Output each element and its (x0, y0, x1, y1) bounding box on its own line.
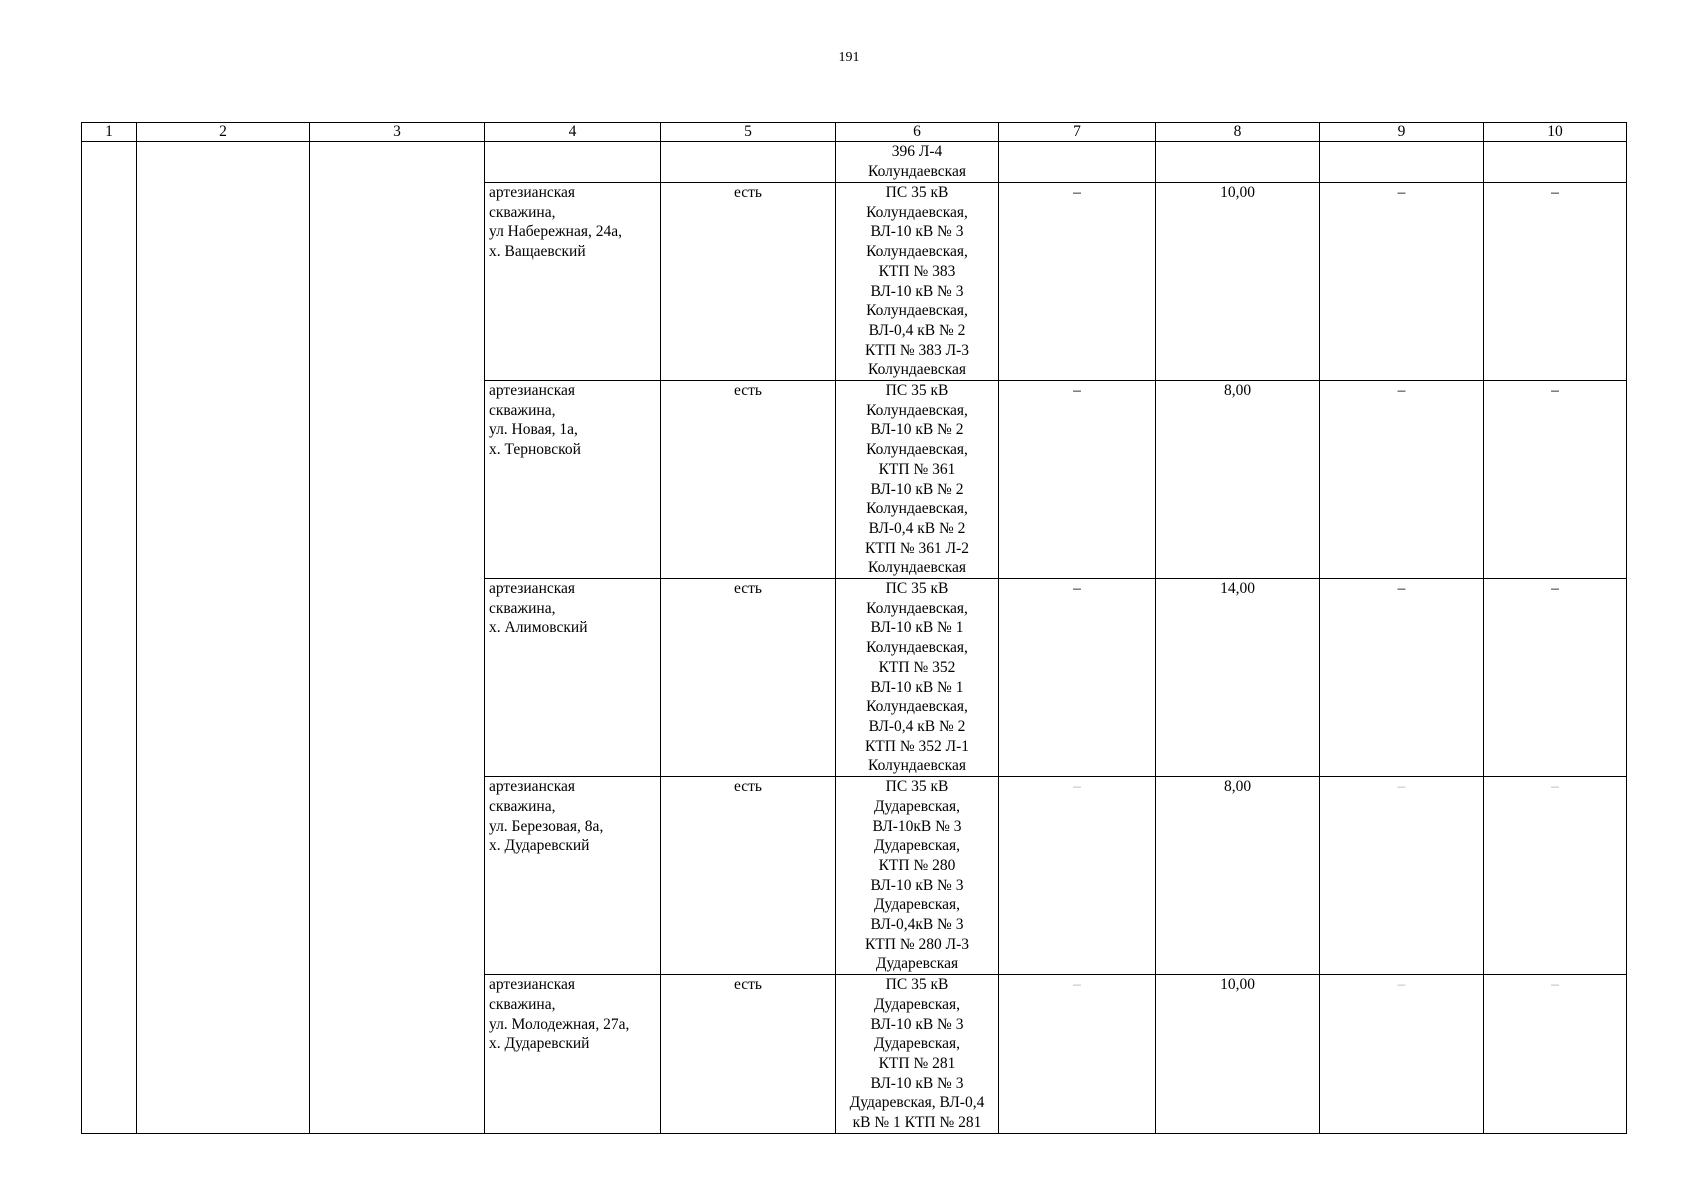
cell-col9: – (1320, 777, 1484, 975)
cell-power-source (836, 381, 999, 579)
text-line: ВЛ-10 кВ № 3 (870, 876, 964, 894)
column-header: 9 (1320, 123, 1484, 142)
text-line: ВЛ-10 кВ № 1 (870, 678, 964, 696)
cell-availability: есть (661, 381, 836, 579)
text-line: КТП № 281 (878, 1054, 956, 1072)
cell-col7: – (999, 381, 1156, 579)
merged-cell-col2 (137, 142, 310, 1134)
column-header: 2 (137, 123, 310, 142)
text-line: скважина, (489, 203, 556, 221)
text-line: ВЛ-0,4кВ № 3 (870, 916, 964, 934)
text-line: ул. Березовая, 8а, (489, 817, 604, 835)
cell-col10: – (1484, 777, 1627, 975)
cell-col8: 10,00 (1156, 975, 1320, 1134)
text-line: скважина, (489, 599, 556, 617)
text-line: Колундаевская, (866, 302, 968, 320)
text-line: артезианская (489, 976, 576, 994)
text-line: КТП № 361 (878, 460, 956, 478)
text-line: ПС 35 кВ (885, 976, 949, 994)
cell-col7: – (999, 975, 1156, 1134)
text-line: Колундаевская, (866, 599, 968, 617)
text-line: артезианская (489, 382, 576, 400)
cell-col10: – (1484, 381, 1627, 579)
text-line: ВЛ-0,4 кВ № 2 (868, 321, 966, 339)
text-line: Колундаевская, (866, 441, 968, 459)
text-line: ПС 35 кВ (885, 382, 949, 400)
cell-availability: есть (661, 183, 836, 381)
text-line: ВЛ-0,4 кВ № 2 (868, 717, 966, 735)
column-header: 4 (485, 123, 661, 142)
text-line: ПС 35 кВ (885, 184, 949, 201)
text-line: Колундаевская, (866, 203, 968, 221)
cell-object (485, 142, 661, 183)
text-line: х. Алимовский (489, 619, 588, 637)
text-line: х. Терновской (489, 441, 581, 459)
column-header: 5 (661, 123, 836, 142)
cell-power-source (836, 183, 999, 381)
text-line: скважина, (489, 797, 556, 815)
text-line: Колундаевская (868, 361, 966, 379)
cell-power-source (836, 777, 999, 975)
text-line: КТП № 352 (878, 658, 956, 676)
table-row (82, 142, 1627, 183)
text-line: Колундаевская, (866, 639, 968, 657)
text-line: Колундаевская, (866, 401, 968, 419)
text-line: ВЛ-0,4 кВ № 2 (868, 519, 966, 537)
column-header: 8 (1156, 123, 1320, 142)
text-line: скважина, (489, 995, 556, 1013)
cell-object (485, 777, 661, 975)
cell-col9: – (1320, 975, 1484, 1134)
text-line: артезианская (489, 184, 576, 201)
text-line: Колундаевская, (866, 698, 968, 716)
cell-col9: – (1320, 579, 1484, 777)
cell-col10: – (1484, 183, 1627, 381)
cell-object (485, 183, 661, 381)
text-line: ВЛ-10 кВ № 3 (870, 223, 964, 241)
page-number: 191 (838, 50, 860, 65)
cell-col7 (999, 142, 1156, 183)
text-line: Колундаевская (868, 559, 966, 577)
cell-col9 (1320, 142, 1484, 183)
text-line: КТП № 352 Л-1 (864, 737, 970, 755)
text-line: КТП № 280 Л-3 (864, 935, 970, 953)
column-header: 7 (999, 123, 1156, 142)
text-line: ПС 35 кВ (885, 778, 949, 796)
cell-col9: – (1320, 183, 1484, 381)
text-line: Колундаевская, (866, 243, 968, 261)
text-line: ВЛ-10кВ № 3 (872, 817, 962, 835)
cell-availability (661, 142, 836, 183)
text-line: КТП № 383 (878, 262, 956, 280)
text-line: ВЛ-10 кВ № 3 (870, 1015, 964, 1033)
cell-col10: – (1484, 579, 1627, 777)
text-line: Дударевская (875, 955, 959, 973)
data-table (81, 122, 1627, 1134)
text-line: х. Ващаевский (489, 243, 586, 261)
text-line: ул. Молодежная, 27а, (489, 1015, 630, 1033)
cell-object (485, 579, 661, 777)
cell-power-source (836, 579, 999, 777)
cell-col8: 10,00 (1156, 183, 1320, 381)
cell-object (485, 975, 661, 1134)
column-header: 6 (836, 123, 999, 142)
text-line: Дударевская, ВЛ-0,4 (849, 1094, 985, 1112)
text-line: Дударевская, (873, 797, 961, 815)
text-line: х. Дударевский (489, 837, 590, 855)
text-line: КТП № 361 Л-2 (864, 539, 970, 557)
cell-col8: 14,00 (1156, 579, 1320, 777)
text-line: ул Набережная, 24а, (489, 223, 622, 241)
cell-col8: 8,00 (1156, 777, 1320, 975)
text-line: КТП № 383 Л-3 (864, 341, 970, 359)
merged-cell-col1 (82, 142, 137, 1134)
cell-power-source (836, 142, 999, 183)
text-line: х. Дударевский (489, 1035, 590, 1053)
text-line: Дударевская, (873, 896, 961, 914)
text-line: ВЛ-10 кВ № 2 (870, 421, 964, 439)
cell-object (485, 381, 661, 579)
text-line: артезианская (489, 580, 576, 598)
cell-availability: есть (661, 777, 836, 975)
text-line: артезианская (489, 778, 576, 796)
column-header: 10 (1484, 123, 1627, 142)
cell-availability: есть (661, 579, 836, 777)
column-header: 3 (310, 123, 485, 142)
cell-col9: – (1320, 381, 1484, 579)
cell-col7: – (999, 777, 1156, 975)
text-line: скважина, (489, 401, 556, 419)
cell-col10 (1484, 142, 1627, 183)
text-line: ул. Новая, 1а, (489, 421, 578, 439)
cell-col7: – (999, 183, 1156, 381)
text-line: Колундаевская, (866, 500, 968, 518)
text-line: ВЛ-10 кВ № 1 (870, 619, 964, 637)
text-line: кВ № 1 КТП № 281 (852, 1114, 982, 1132)
column-number-row (82, 123, 1627, 142)
cell-power-source (836, 975, 999, 1134)
text-line: ВЛ-10 кВ № 3 (870, 282, 964, 300)
column-header: 1 (82, 123, 137, 142)
cell-availability: есть (661, 975, 836, 1134)
text-line: Дударевская, (873, 995, 961, 1013)
text-line: 396 Л-4 (891, 143, 943, 160)
text-line: ВЛ-10 кВ № 2 (870, 480, 964, 498)
cell-col8: 8,00 (1156, 381, 1320, 579)
merged-cell-col3 (310, 142, 485, 1134)
text-line: ВЛ-10 кВ № 3 (870, 1074, 964, 1092)
text-line: Колундаевская (868, 757, 966, 775)
cell-col10: – (1484, 975, 1627, 1134)
cell-col7: – (999, 579, 1156, 777)
text-line: Дударевская, (873, 1035, 961, 1053)
text-line: КТП № 280 (878, 856, 956, 874)
cell-col8 (1156, 142, 1320, 183)
text-line: ПС 35 кВ (885, 580, 949, 598)
text-line: Дударевская, (873, 837, 961, 855)
text-line: Колундаевская (868, 162, 966, 180)
